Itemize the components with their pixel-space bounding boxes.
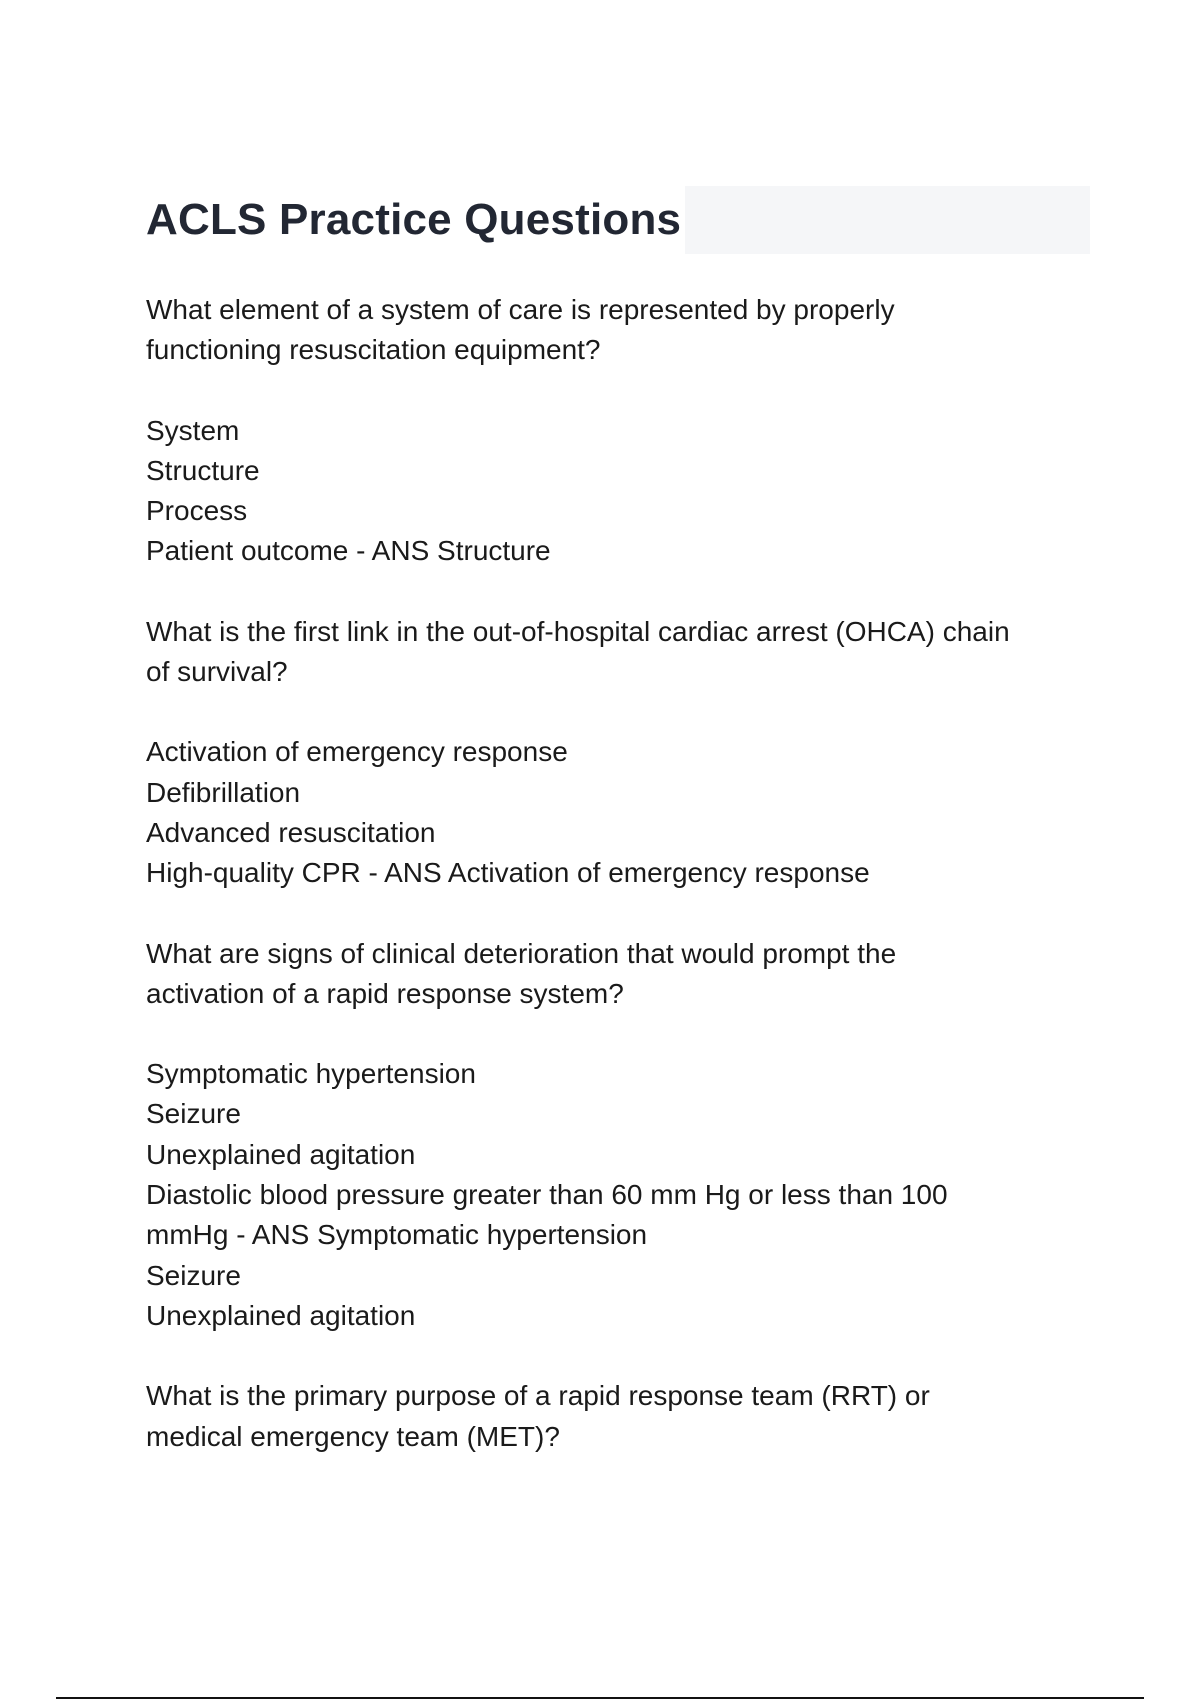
question-line: functioning resuscitation equipment? — [146, 334, 601, 366]
question-line: medical emergency team (MET)? — [146, 1420, 560, 1452]
answer-options — [146, 1054, 1096, 1336]
question-text — [146, 934, 1096, 1015]
answer-options — [146, 411, 1096, 572]
option-line: Diastolic blood pressure greater than 60 mm Hg or less than 100 — [146, 1179, 948, 1211]
page-title: ACLS Practice Questions — [146, 195, 682, 244]
option-answer-line: Seizure — [146, 1259, 241, 1291]
qa-block — [146, 934, 1096, 1337]
option-answer-line: Unexplained agitation — [146, 1299, 416, 1331]
qa-block — [146, 612, 1096, 894]
option-line: Unexplained agitation — [146, 1138, 416, 1170]
option-line: Seizure — [146, 1098, 241, 1130]
question-line: What is the first link in the out-of-hospital cardiac arrest (OHCA) chain — [146, 615, 1010, 647]
question-line: What is the primary purpose of a rapid response team (RRT) or — [146, 1380, 930, 1412]
spacer — [146, 371, 1096, 411]
question-line: of survival? — [146, 656, 288, 688]
question-line: What element of a system of care is represented by properly — [146, 294, 895, 325]
spacer — [146, 1336, 1096, 1376]
question-text — [146, 1376, 1096, 1457]
option-answer-line: High-quality CPR - ANS Activation of emergency response — [146, 857, 870, 889]
option-line: System — [146, 414, 240, 446]
answer-options — [146, 732, 1096, 893]
spacer — [146, 1014, 1096, 1054]
option-line: Advanced resuscitation — [146, 816, 436, 848]
qa-content — [146, 290, 1096, 1457]
option-line: Symptomatic hypertension — [146, 1058, 476, 1090]
title-band — [146, 186, 1090, 254]
option-line: Structure — [146, 454, 260, 486]
spacer — [146, 692, 1096, 732]
title-highlight — [146, 186, 685, 254]
option-line: Defibrillation — [146, 776, 301, 808]
option-answer-line: mmHg - ANS Symptomatic hypertension — [146, 1219, 648, 1251]
qa-block — [146, 290, 1096, 572]
spacer — [146, 572, 1096, 612]
option-line: Process — [146, 495, 248, 527]
question-line: What are signs of clinical deterioration that would prompt the — [146, 937, 897, 969]
footer-divider — [56, 1697, 1144, 1699]
question-text — [146, 290, 1096, 371]
question-line: activation of a rapid response system? — [146, 977, 624, 1009]
option-answer-line: Patient outcome - ANS Structure — [146, 535, 551, 567]
option-line: Activation of emergency response — [146, 736, 568, 768]
spacer — [146, 894, 1096, 934]
question-text — [146, 612, 1096, 693]
qa-block — [146, 1376, 1096, 1457]
